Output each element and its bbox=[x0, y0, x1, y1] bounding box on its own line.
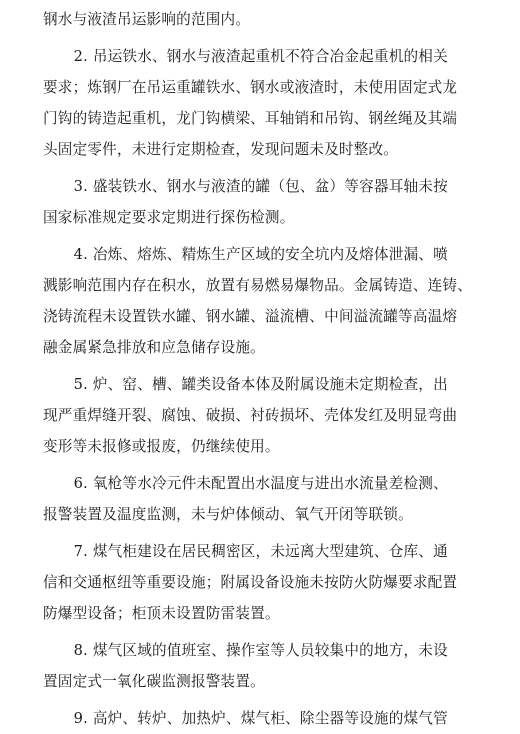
text-line: 5. 炉、窑、槽、罐类设备本体及附属设施未定期检查，出 bbox=[73, 376, 448, 393]
text-line: 国家标准规定要求定期进行探伤检测。 bbox=[43, 209, 295, 226]
text-line: 门钩的铸造起重机，龙门钩横梁、耳轴销和吊钩、钢丝绳及其端 bbox=[43, 110, 458, 127]
text-line: 头固定零件，未进行定期检查，发现问题未及时整改。 bbox=[43, 141, 399, 158]
text-line: 浇铸流程未设置铁水罐、钢水罐、溢流槽、中间溢流罐等高温熔 bbox=[43, 308, 458, 325]
text-line: 3. 盛装铁水、钢水与液渣的罐（包、盆）等容器耳轴未按 bbox=[73, 178, 448, 195]
text-line: 现严重焊缝开裂、腐蚀、破损、衬砖损坏、壳体发红及明显弯曲 bbox=[43, 407, 458, 424]
text-line: 置固定式一氧化碳监测报警装置。 bbox=[43, 673, 265, 690]
text-line: 钢水与液渣吊运影响的范围内。 bbox=[43, 11, 251, 28]
text-line: 变形等未报修或报废，仍继续使用。 bbox=[43, 438, 280, 455]
text-line: 8. 煤气区域的值班室、操作室等人员较集中的地方，未设 bbox=[73, 642, 448, 659]
text-line: 9. 高炉、转炉、加热炉、煤气柜、除尘器等设施的煤气管 bbox=[73, 710, 448, 727]
text-line: 报警装置及温度监测，未与炉体倾动、氧气开闭等联锁。 bbox=[43, 506, 413, 523]
text-line: 融金属紧急排放和应急储存设施。 bbox=[43, 339, 265, 356]
text-line: 6. 氧枪等水冷元件未配置出水温度与进出水流量差检测、 bbox=[73, 475, 448, 492]
text-line: 7. 煤气柜建设在居民稠密区，未远离大型建筑、仓库、通 bbox=[73, 543, 448, 560]
text-line: 溅影响范围内存在积水，放置有易燃易爆物品。金属铸造、连铸、 bbox=[43, 277, 473, 294]
text-line: 4. 冶炼、熔炼、精炼生产区域的安全坑内及熔体泄漏、喷 bbox=[73, 246, 448, 263]
text-line: 2. 吊运铁水、钢水与液渣起重机不符合冶金起重机的相关 bbox=[73, 48, 448, 65]
text-line: 要求；炼钢厂在吊运重罐铁水、钢水或液渣时，未使用固定式龙 bbox=[43, 79, 458, 96]
text-line: 防爆型设备；柜顶未设置防雷装置。 bbox=[43, 605, 280, 622]
text-line: 信和交通枢纽等重要设施；附属设备设施未按防火防爆要求配置 bbox=[43, 574, 458, 591]
